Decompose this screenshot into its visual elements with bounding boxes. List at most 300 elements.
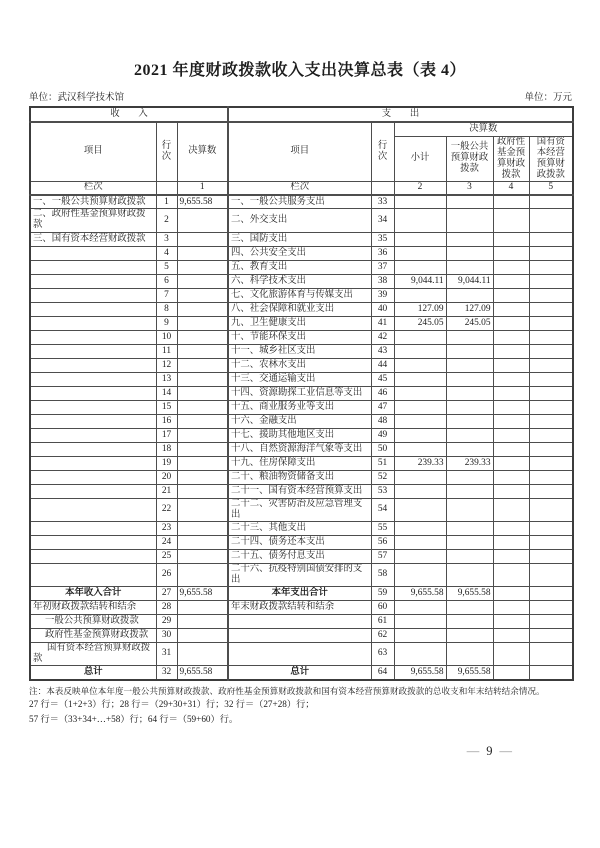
item-income: 本年收入合计	[30, 586, 156, 600]
item-expense: 八、社会保障和就业支出	[228, 302, 371, 316]
item-income	[30, 344, 156, 358]
value-subtotal	[394, 386, 446, 400]
value-govfund	[493, 666, 529, 680]
value-statecap	[529, 400, 573, 414]
table-row	[30, 288, 573, 302]
value-subtotal	[394, 344, 446, 358]
income-section-header: 收 入	[30, 107, 228, 122]
item-expense: 十八、自然资源海洋气象等支出	[228, 442, 371, 456]
value-statecap	[529, 535, 573, 549]
col-header-item-expense: 项目	[228, 122, 371, 181]
value-govfund	[493, 386, 529, 400]
value-govfund	[493, 358, 529, 372]
rowno-expense: 53	[371, 484, 394, 498]
value-general: 9,655.58	[446, 666, 493, 680]
rowno-income: 11	[156, 344, 177, 358]
rowno-expense: 62	[371, 628, 394, 642]
table-row	[30, 442, 573, 456]
rowno-income: 9	[156, 316, 177, 330]
value-subtotal	[394, 442, 446, 456]
value-statecap	[529, 586, 573, 600]
item-income: 年初财政拨款结转和结余	[30, 600, 156, 614]
value-general	[446, 442, 493, 456]
value-statecap	[529, 386, 573, 400]
item-income	[30, 498, 156, 521]
value-subtotal	[394, 600, 446, 614]
value-general: 239.33	[446, 456, 493, 470]
value-govfund	[493, 209, 529, 232]
item-expense: 十四、资源勘探工业信息等支出	[228, 386, 371, 400]
rowno-income: 32	[156, 666, 177, 680]
col-header-general-budget: 一般公共预算财政拨款	[446, 136, 493, 181]
value-statecap	[529, 600, 573, 614]
value-income	[177, 521, 228, 535]
column-header-row	[30, 122, 573, 136]
table-row	[30, 316, 573, 330]
value-subtotal	[394, 498, 446, 521]
item-income	[30, 563, 156, 586]
value-income	[177, 358, 228, 372]
rowno-expense: 52	[371, 470, 394, 484]
value-general	[446, 358, 493, 372]
value-subtotal	[394, 358, 446, 372]
rowno-expense: 54	[371, 498, 394, 521]
value-statecap	[529, 470, 573, 484]
value-statecap	[529, 260, 573, 274]
rowno-expense: 46	[371, 386, 394, 400]
value-subtotal	[394, 288, 446, 302]
rowno-income: 19	[156, 456, 177, 470]
rowno-expense: 50	[371, 442, 394, 456]
rowno-expense: 61	[371, 614, 394, 628]
item-expense: 二十三、其他支出	[228, 521, 371, 535]
table-row	[30, 666, 573, 680]
value-govfund	[493, 600, 529, 614]
value-general	[446, 372, 493, 386]
value-general	[446, 549, 493, 563]
value-general: 9,655.58	[446, 586, 493, 600]
value-general	[446, 600, 493, 614]
rowno-income: 8	[156, 302, 177, 316]
value-general	[446, 195, 493, 209]
table-row	[30, 209, 573, 232]
rowno-income: 24	[156, 535, 177, 549]
value-income	[177, 400, 228, 414]
value-subtotal	[394, 484, 446, 498]
item-expense: 十三、交通运输支出	[228, 372, 371, 386]
value-govfund	[493, 470, 529, 484]
rowno-expense: 60	[371, 600, 394, 614]
item-expense: 十九、住房保障支出	[228, 456, 371, 470]
value-statecap	[529, 484, 573, 498]
rowno-income: 20	[156, 470, 177, 484]
value-subtotal	[394, 209, 446, 232]
rowno-income: 29	[156, 614, 177, 628]
value-govfund	[493, 288, 529, 302]
value-statecap	[529, 414, 573, 428]
col-header-final-group: 决算数	[394, 122, 573, 136]
table-row	[30, 642, 573, 665]
item-income	[30, 470, 156, 484]
rowno-income: 12	[156, 358, 177, 372]
value-income	[177, 535, 228, 549]
value-govfund	[493, 498, 529, 521]
page-number-dash-right: —	[499, 743, 512, 758]
item-expense: 二十五、债务付息支出	[228, 549, 371, 563]
table-row	[30, 586, 573, 600]
rowno-income: 25	[156, 549, 177, 563]
footnote-formula-1: 27 行＝（1+2+3）行；28 行＝（29+30+31）行；32 行＝（27+28）行；	[29, 699, 315, 710]
item-expense	[228, 642, 371, 665]
value-govfund	[493, 535, 529, 549]
value-govfund	[493, 563, 529, 586]
value-income: 9,655.58	[177, 195, 228, 209]
value-income	[177, 288, 228, 302]
item-expense: 二十一、国有资本经营预算支出	[228, 484, 371, 498]
rowno-expense: 41	[371, 316, 394, 330]
value-govfund	[493, 232, 529, 246]
table-row	[30, 302, 573, 316]
table-row	[30, 484, 573, 498]
value-govfund	[493, 549, 529, 563]
item-expense	[228, 628, 371, 642]
value-subtotal: 239.33	[394, 456, 446, 470]
value-subtotal	[394, 470, 446, 484]
value-statecap	[529, 330, 573, 344]
item-expense: 九、卫生健康支出	[228, 316, 371, 330]
item-expense: 七、文化旅游体育与传媒支出	[228, 288, 371, 302]
value-subtotal	[394, 330, 446, 344]
item-income	[30, 260, 156, 274]
item-expense: 十二、农林水支出	[228, 358, 371, 372]
item-income	[30, 330, 156, 344]
table-row	[30, 274, 573, 288]
table-body	[30, 195, 573, 680]
rowno-income: 17	[156, 428, 177, 442]
value-govfund	[493, 400, 529, 414]
value-statecap	[529, 563, 573, 586]
value-income	[177, 414, 228, 428]
item-income	[30, 400, 156, 414]
item-income	[30, 358, 156, 372]
rowno-expense: 64	[371, 666, 394, 680]
value-general	[446, 642, 493, 665]
item-income	[30, 521, 156, 535]
page-number	[0, 744, 600, 759]
value-subtotal	[394, 195, 446, 209]
value-income	[177, 600, 228, 614]
value-income: 9,655.58	[177, 586, 228, 600]
value-income	[177, 642, 228, 665]
col-header-rowno-expense: 行次	[371, 122, 394, 181]
rowno-income: 22	[156, 498, 177, 521]
page-number-value: 9	[486, 743, 493, 758]
value-subtotal: 127.09	[394, 302, 446, 316]
table-row	[30, 330, 573, 344]
col-header-rowno-income: 行次	[156, 122, 177, 181]
item-expense: 二、外交支出	[228, 209, 371, 232]
value-general	[446, 330, 493, 344]
rowno-expense: 43	[371, 344, 394, 358]
value-income	[177, 456, 228, 470]
value-general	[446, 209, 493, 232]
rowno-expense: 34	[371, 209, 394, 232]
value-income	[177, 614, 228, 628]
lanci-expense: 栏次	[228, 181, 371, 195]
value-govfund	[493, 628, 529, 642]
value-statecap	[529, 302, 573, 316]
value-govfund	[493, 246, 529, 260]
rowno-expense: 51	[371, 456, 394, 470]
final-accounts-table	[29, 106, 574, 681]
item-income	[30, 288, 156, 302]
item-income: 政府性基金预算财政拨款	[30, 628, 156, 642]
table-row	[30, 344, 573, 358]
table-row	[30, 400, 573, 414]
item-expense: 三、国防支出	[228, 232, 371, 246]
value-statecap	[529, 246, 573, 260]
item-expense	[228, 614, 371, 628]
value-statecap	[529, 358, 573, 372]
value-income	[177, 209, 228, 232]
value-subtotal	[394, 521, 446, 535]
rowno-expense: 59	[371, 586, 394, 600]
value-income	[177, 372, 228, 386]
value-general: 127.09	[446, 302, 493, 316]
lanci-income: 栏次	[30, 181, 156, 195]
value-subtotal: 9,655.58	[394, 586, 446, 600]
value-income	[177, 302, 228, 316]
value-govfund	[493, 372, 529, 386]
rowno-expense: 42	[371, 330, 394, 344]
rowno-expense: 33	[371, 195, 394, 209]
value-general	[446, 470, 493, 484]
value-subtotal	[394, 535, 446, 549]
item-income	[30, 316, 156, 330]
rowno-income: 16	[156, 414, 177, 428]
item-income: 一、一般公共预算财政拨款	[30, 195, 156, 209]
value-income	[177, 442, 228, 456]
item-income: 总计	[30, 666, 156, 680]
value-subtotal	[394, 642, 446, 665]
value-general	[446, 628, 493, 642]
unit-row	[29, 89, 572, 103]
value-govfund	[493, 260, 529, 274]
rowno-income: 26	[156, 563, 177, 586]
rowno-expense: 44	[371, 358, 394, 372]
item-income: 一般公共预算财政拨款	[30, 614, 156, 628]
value-statecap	[529, 316, 573, 330]
page-title: 2021 年度财政拨款收入支出决算总表（表 4）	[133, 62, 466, 79]
value-income	[177, 330, 228, 344]
rowno-expense: 58	[371, 563, 394, 586]
value-govfund	[493, 414, 529, 428]
value-govfund	[493, 586, 529, 600]
value-subtotal	[394, 232, 446, 246]
value-subtotal	[394, 414, 446, 428]
value-govfund	[493, 274, 529, 288]
rowno-income: 1	[156, 195, 177, 209]
rowno-income: 18	[156, 442, 177, 456]
rowno-expense: 63	[371, 642, 394, 665]
col-header-item-income: 项目	[30, 122, 156, 181]
value-statecap	[529, 628, 573, 642]
item-income	[30, 535, 156, 549]
table-row	[30, 358, 573, 372]
value-statecap	[529, 549, 573, 563]
value-statecap	[529, 372, 573, 386]
value-statecap	[529, 498, 573, 521]
rowno-expense: 57	[371, 549, 394, 563]
rowno-income: 7	[156, 288, 177, 302]
table-row	[30, 428, 573, 442]
table-row	[30, 414, 573, 428]
value-statecap	[529, 442, 573, 456]
item-expense: 五、教育支出	[228, 260, 371, 274]
item-income: 国有资本经营预算财政拨款	[30, 642, 156, 665]
item-income: 三、国有资本经营财政拨款	[30, 232, 156, 246]
value-statecap	[529, 344, 573, 358]
value-subtotal	[394, 628, 446, 642]
value-statecap	[529, 428, 573, 442]
value-income	[177, 344, 228, 358]
footnote-description: 注：本表反映单位本年度一般公共预算财政拨款、政府性基金预算财政拨款和国有资本经营预算财政拨款的总收支和年末结转结余情况。	[29, 685, 545, 696]
value-subtotal	[394, 614, 446, 628]
rowno-expense: 40	[371, 302, 394, 316]
value-general	[446, 498, 493, 521]
table-row	[30, 614, 573, 628]
value-general	[446, 535, 493, 549]
page-number-dash-left: —	[466, 743, 480, 758]
value-statecap	[529, 666, 573, 680]
item-income	[30, 414, 156, 428]
rowno-income: 3	[156, 232, 177, 246]
value-income	[177, 274, 228, 288]
value-income	[177, 316, 228, 330]
value-general: 9,044.11	[446, 274, 493, 288]
value-general	[446, 246, 493, 260]
item-expense: 一、一般公共服务支出	[228, 195, 371, 209]
col-header-state-capital: 国有资本经营预算财政拨款	[529, 136, 573, 181]
column-index-row	[30, 181, 573, 195]
table-row	[30, 232, 573, 246]
value-govfund	[493, 195, 529, 209]
value-govfund	[493, 316, 529, 330]
rowno-expense: 37	[371, 260, 394, 274]
item-expense: 二十六、抗疫特别国债安排的支出	[228, 563, 371, 586]
lanci-num-5: 5	[529, 181, 573, 195]
value-income	[177, 386, 228, 400]
value-subtotal	[394, 372, 446, 386]
table-row	[30, 260, 573, 274]
col-header-final-income: 决算数	[177, 122, 228, 181]
value-general	[446, 484, 493, 498]
footnotes	[29, 685, 574, 727]
value-statecap	[529, 195, 573, 209]
value-subtotal: 9,655.58	[394, 666, 446, 680]
value-income	[177, 428, 228, 442]
rowno-income: 30	[156, 628, 177, 642]
value-statecap	[529, 456, 573, 470]
table-row	[30, 195, 573, 209]
section-header-row	[30, 107, 573, 122]
rowno-income: 6	[156, 274, 177, 288]
value-subtotal	[394, 549, 446, 563]
value-income	[177, 470, 228, 484]
value-statecap	[529, 614, 573, 628]
rowno-expense: 47	[371, 400, 394, 414]
value-subtotal: 245.05	[394, 316, 446, 330]
rowno-income: 27	[156, 586, 177, 600]
item-income	[30, 386, 156, 400]
item-expense: 年末财政拨款结转和结余	[228, 600, 371, 614]
value-statecap	[529, 232, 573, 246]
item-income	[30, 428, 156, 442]
value-subtotal	[394, 428, 446, 442]
value-subtotal	[394, 246, 446, 260]
item-expense: 二十、粮油物资储备支出	[228, 470, 371, 484]
item-expense: 二十二、灾害防治及应急管理支出	[228, 498, 371, 521]
item-income	[30, 246, 156, 260]
item-expense: 十七、援助其他地区支出	[228, 428, 371, 442]
item-income	[30, 456, 156, 470]
value-statecap	[529, 209, 573, 232]
table-row	[30, 456, 573, 470]
table-row	[30, 521, 573, 535]
item-income	[30, 274, 156, 288]
table-row	[30, 470, 573, 484]
item-income	[30, 549, 156, 563]
value-income	[177, 628, 228, 642]
value-general	[446, 400, 493, 414]
item-expense: 十六、金融支出	[228, 414, 371, 428]
value-general	[446, 232, 493, 246]
table-row	[30, 535, 573, 549]
value-general	[446, 563, 493, 586]
item-income	[30, 484, 156, 498]
value-govfund	[493, 442, 529, 456]
value-general: 245.05	[446, 316, 493, 330]
value-subtotal	[394, 260, 446, 274]
lanci-num-3: 3	[446, 181, 493, 195]
value-subtotal: 9,044.11	[394, 274, 446, 288]
item-income: 二、政府性基金预算财政拨款	[30, 209, 156, 232]
unit-org-label: 单位：武汉科学技术馆	[29, 93, 125, 103]
value-govfund	[493, 521, 529, 535]
lanci-num-2: 2	[394, 181, 446, 195]
lanci-num-1: 1	[177, 181, 228, 195]
rowno-expense: 48	[371, 414, 394, 428]
value-general	[446, 428, 493, 442]
value-govfund	[493, 456, 529, 470]
rowno-income: 15	[156, 400, 177, 414]
value-govfund	[493, 302, 529, 316]
rowno-expense: 38	[371, 274, 394, 288]
table-row	[30, 600, 573, 614]
value-general	[446, 288, 493, 302]
value-general	[446, 344, 493, 358]
rowno-income: 31	[156, 642, 177, 665]
rowno-income: 23	[156, 521, 177, 535]
rowno-income: 14	[156, 386, 177, 400]
value-income	[177, 563, 228, 586]
value-income	[177, 498, 228, 521]
expense-section-header: 支 出	[228, 107, 573, 122]
value-subtotal	[394, 563, 446, 586]
footnote-formula-2: 57 行＝（33+34+…+58）行；64 行＝（59+60）行。	[29, 713, 239, 724]
value-income	[177, 549, 228, 563]
value-statecap	[529, 642, 573, 665]
